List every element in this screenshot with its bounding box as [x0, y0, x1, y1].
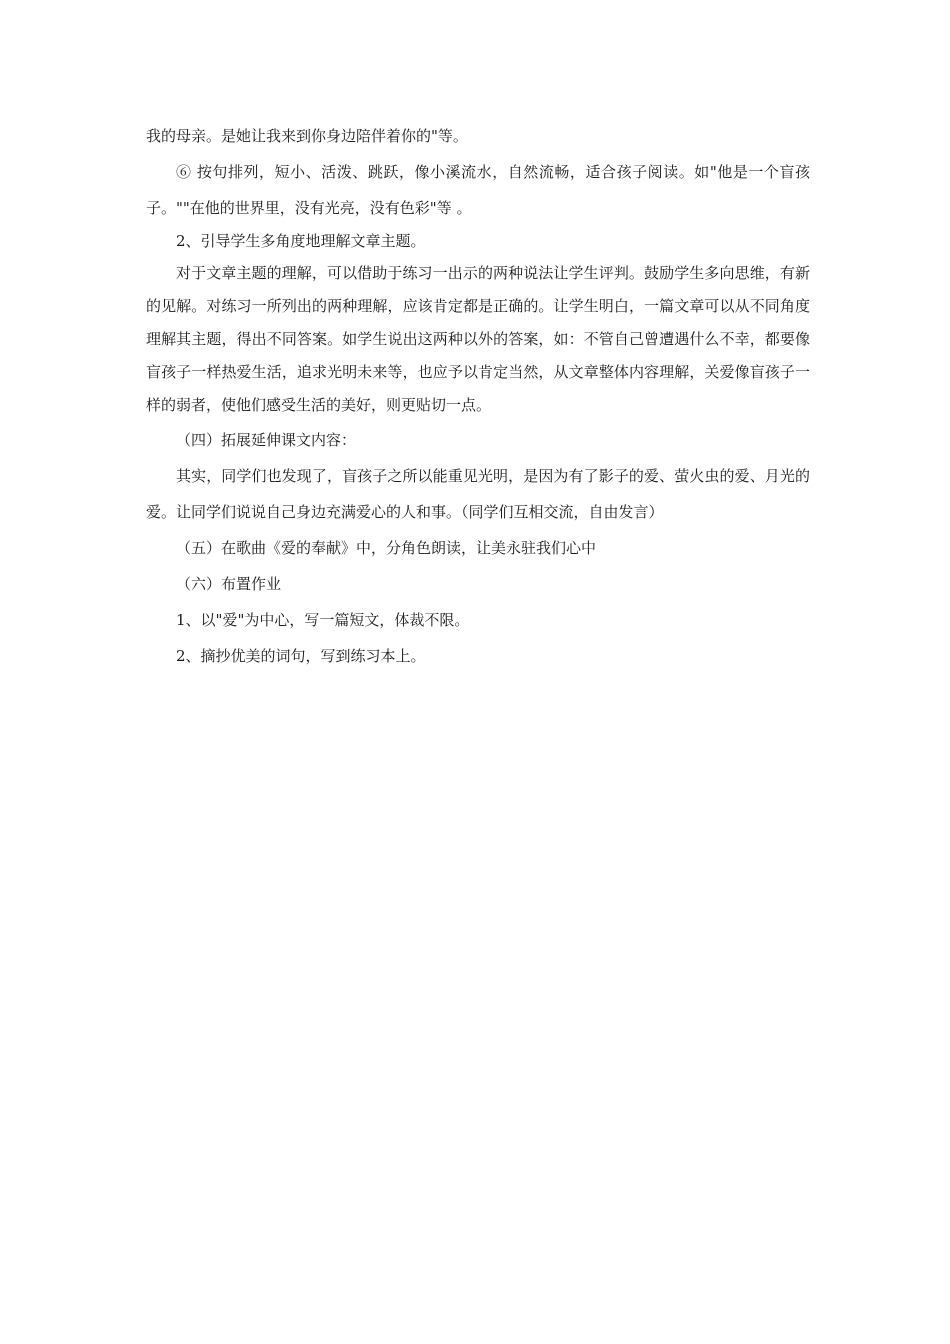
paragraph-extension-content: 其实，同学们也发现了，盲孩子之所以能重见光明，是因为有了影子的爱、萤火虫的爱、月光的爱。让同学们说说自己身边充满爱心的人和事。（同学们互相交流，自由发言） — [146, 467, 810, 521]
paragraph-homework-item-1: 1、以"爱"为中心，写一篇短文，体裁不限。 — [176, 611, 470, 629]
document-body — [146, 118, 810, 674]
paragraph-sentence-arrangement: ⑥ 按句排列，短小、活泼、跳跃，像小溪流水，自然流畅，适合孩子阅读。如"他是一个盲孩子。""在他的世界里，没有光亮，没有色彩"等 。 — [146, 163, 810, 217]
paragraph-homework-item-2: 2、摘抄优美的词句，写到练习本上。 — [176, 647, 426, 665]
paragraph-homework-heading: （六）布置作业 — [176, 575, 282, 593]
paragraph-extension-heading: （四）拓展延伸课文内容： — [176, 431, 357, 449]
paragraph-theme-understanding: 对于文章主题的理解，可以借助于练习一出示的两种说法让学生评判。鼓励学生多向思维，有新的见解。对练习一所列出的两种理解，应该肯定都是正确的。让学生明白，一篇文章可以从不同角度理解其主题，得出不同答案。如学生说出这两种以外的答案，如：不管自己曾遭遇什么不幸，都要像盲孩子一样热爱生活，追求光明未来等，也应予以肯定当然，从文章整体内容理解，关爱像盲孩子一样的弱者，使他们感受生活的美好，则更贴切一点。 — [146, 264, 810, 414]
paragraph-song-reading: （五）在歌曲《爱的奉献》中，分角色朗读，让美永驻我们心中 — [176, 539, 597, 557]
paragraph-theme-heading: 2、引导学生多角度地理解文章主题。 — [176, 232, 426, 250]
paragraph-mother-quote: 我的母亲。是她让我来到你身边陪伴着你的"等。 — [146, 127, 468, 145]
